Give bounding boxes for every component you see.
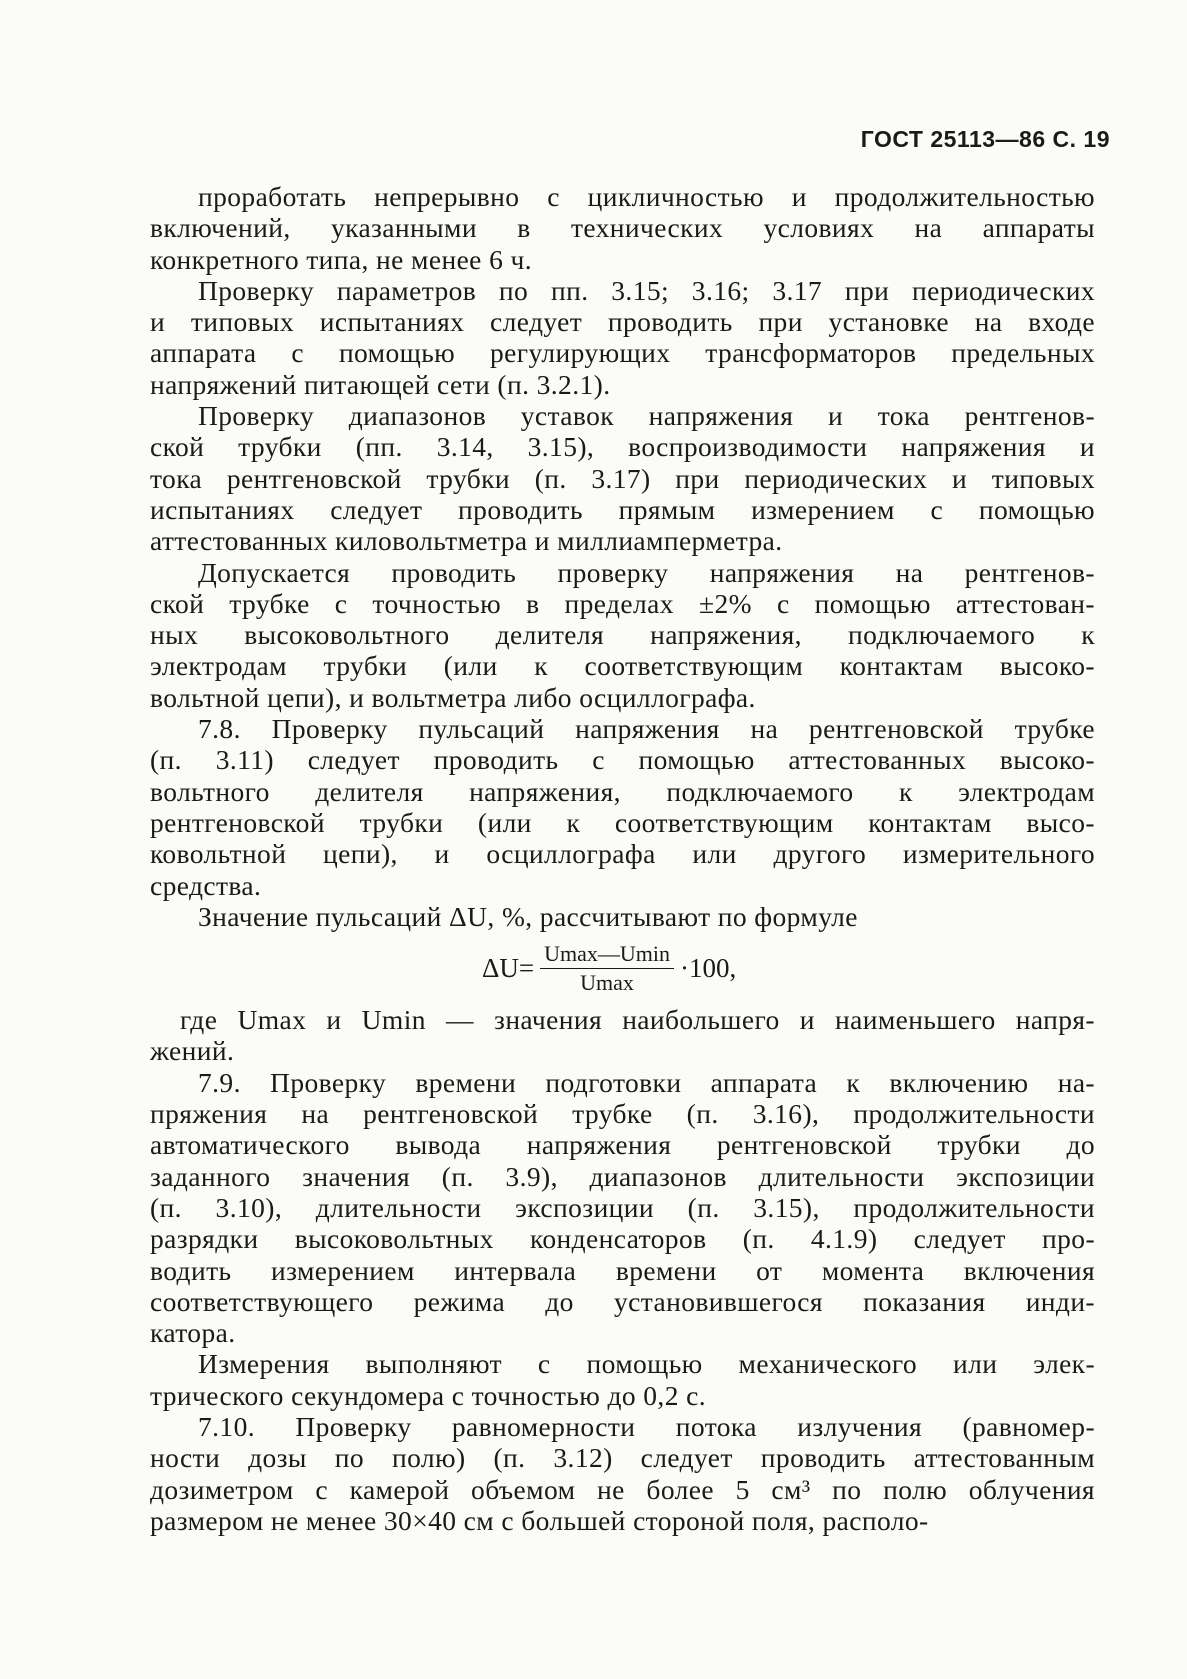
- paragraph-line: вольтного делителя напряжения, подключаемого к электродам: [150, 775, 1095, 807]
- paragraph: [150, 275, 1095, 400]
- page-header: ГОСТ 25113—86 С. 19: [860, 126, 1110, 152]
- formula-where-line-1: где Umax и Umin — значения наибольшего и наименьшего напря-: [180, 1004, 1095, 1036]
- paragraph-line: разрядки высоковольтных конденсаторов (п. 4.1.9) следует про-: [150, 1223, 1095, 1255]
- paragraph-line: Допускается проводить проверку напряжения на рентгенов-: [198, 556, 1095, 588]
- paragraph-line: средства.: [150, 869, 262, 901]
- paragraph-line: рентгеновской трубки (или к соответствующим контактам высо-: [150, 806, 1095, 838]
- paragraph-line: соответствующего режима до установившегося показания инди-: [150, 1285, 1095, 1317]
- formula-denominator: Umax: [580, 969, 634, 995]
- paragraph: [150, 181, 1095, 275]
- paragraph-line: Проверку диапазонов уставок напряжения и тока рентгенов-: [198, 400, 1095, 432]
- paragraph: [150, 400, 1095, 556]
- paragraph-line: трического секундомера с точностью до 0,2 с.: [150, 1379, 707, 1411]
- ripple-formula: [150, 936, 1095, 1000]
- paragraph-line: вольтной цепи), и вольтметра либо осциллографа.: [150, 681, 756, 713]
- paragraph-line: ской трубки (пп. 3.14, 3.15), воспроизводимости напряжения и: [150, 431, 1095, 463]
- paragraph: [150, 1348, 1095, 1411]
- paragraph: [150, 1411, 1095, 1536]
- paragraph: [150, 1067, 1095, 1349]
- paragraph-line: включений, указанными в технических условиях на аппараты: [150, 212, 1095, 244]
- formula-where-line-2: жений.: [150, 1035, 235, 1067]
- paragraph-line: (п. 3.10), длительности экспозиции (п. 3.15), продолжительности: [150, 1191, 1095, 1223]
- formula-lhs: ΔU=: [482, 952, 535, 983]
- paragraph-line: аппарата с помощью регулирующих трансформаторов предельных: [150, 337, 1095, 369]
- paragraph-line: 7.9. Проверку времени подготовки аппарата к включению на-: [198, 1066, 1095, 1098]
- paragraph-line: ности дозы по полю) (п. 3.12) следует проводить аттестованным: [150, 1442, 1095, 1474]
- document-body: [150, 181, 1095, 1536]
- paragraph: [150, 557, 1095, 713]
- paragraph-line: 7.10. Проверку равномерности потока излучения (равномер-: [198, 1410, 1095, 1442]
- paragraph-line: автоматического вывода напряжения рентгеновской трубки до: [150, 1129, 1095, 1161]
- paragraph-line: заданного значения (п. 3.9), диапазонов длительности экспозиции: [150, 1160, 1095, 1192]
- paragraph-line: ных высоковольтного делителя напряжения, подключаемого к: [150, 619, 1095, 651]
- paragraph-line: ковольтной цепи), и осциллографа или другого измерительного: [150, 838, 1095, 870]
- paragraphs-after-formula: [150, 1067, 1095, 1536]
- formula-rhs: ·100,: [679, 952, 737, 983]
- formula-numerator: Umax—Umin: [540, 940, 674, 969]
- paragraph-line: дозиметром с камерой объемом не более 5 см³ по полю облучения: [150, 1473, 1095, 1505]
- paragraph-line: электродам трубки (или к соответствующим контактам высоко-: [150, 650, 1095, 682]
- paragraph-line: катора.: [150, 1317, 236, 1349]
- paragraph-line: Проверку параметров по пп. 3.15; 3.16; 3.17 при периодических: [198, 274, 1095, 306]
- paragraph-line: и типовых испытаниях следует проводить при установке на входе: [150, 306, 1095, 338]
- paragraph-line: ской трубке с точностью в пределах ±2% с помощью аттестован-: [150, 587, 1095, 619]
- paragraph-line: 7.8. Проверку пульсаций напряжения на рентгеновской трубке: [198, 713, 1095, 745]
- paragraph-line: Измерения выполняют с помощью механического или элек-: [198, 1348, 1095, 1380]
- paragraphs-before-formula: [150, 181, 1095, 901]
- paragraph: [150, 713, 1095, 901]
- paragraph-line: водить измерением интервала времени от момента включения: [150, 1254, 1095, 1286]
- paragraph-line: конкретного типа, не менее 6 ч.: [150, 243, 532, 275]
- formula-intro: [150, 901, 1095, 932]
- paragraph-line: тока рентгеновской трубки (п. 3.17) при периодических и типовых: [150, 462, 1095, 494]
- paragraph-line: размером не менее 30×40 см с большей стороной поля, располо-: [150, 1504, 929, 1536]
- paragraph-line: (п. 3.11) следует проводить с помощью аттестованных высоко-: [150, 744, 1095, 776]
- paragraph-line: пряжения на рентгеновской трубке (п. 3.16), продолжительности: [150, 1098, 1095, 1130]
- paragraph-line: напряжений питающей сети (п. 3.2.1).: [150, 368, 611, 400]
- paragraph-line: аттестованных киловольтметра и миллиамперметра.: [150, 525, 783, 557]
- formula-intro-text: Значение пульсаций ΔU, %, рассчитывают по формуле: [198, 900, 858, 932]
- paragraph-line: проработать непрерывно с цикличностью и продолжительностью: [198, 181, 1095, 212]
- paragraph-line: испытаниях следует проводить прямым измерением с помощью: [150, 493, 1095, 525]
- formula-fraction: [540, 940, 674, 997]
